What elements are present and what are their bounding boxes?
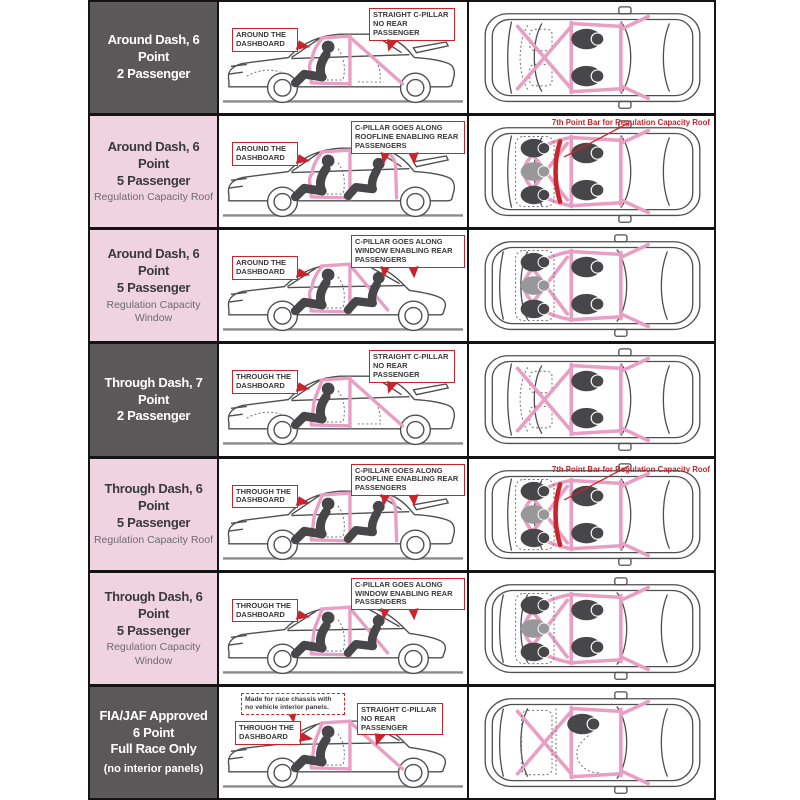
c-pillar-callout: STRAIGHT C-PILLAR NO REAR PASSENGER (357, 703, 443, 736)
row-label-line3: Full Race Only (110, 741, 197, 757)
seventh-point-label: 7th Point Bar for Regulation Capacity Roof (551, 118, 710, 128)
side-view-cell (219, 2, 469, 113)
dashboard-callout: THROUGH THE DASHBOARD (232, 485, 298, 509)
config-row (90, 573, 714, 687)
row-label-line2: 6 Point (132, 724, 175, 740)
c-pillar-callout: C-PILLAR GOES ALONG ROOFLINE ENABLING REAR PASSENGERS (351, 121, 465, 154)
car-top-illustration (469, 344, 714, 455)
top-view-cell (469, 230, 714, 341)
row-sub-label: Regulation Capacity Window (106, 299, 201, 325)
row-label-line1: Through Dash, 6 Point (104, 481, 203, 514)
car-top-illustration (469, 459, 714, 570)
c-pillar-callout: C-PILLAR GOES ALONG ROOFLINE ENABLING REAR PASSENGERS (351, 464, 465, 497)
seventh-point-label: 7th Point Bar for Regulation Capacity Roof (551, 464, 710, 474)
car-top-illustration (469, 116, 714, 227)
dashboard-callout: AROUND THE DASHBOARD (232, 142, 298, 166)
config-row (90, 2, 714, 116)
top-view-cell (469, 116, 714, 227)
row-label-line2: 2 Passenger (116, 66, 191, 82)
row-sub-label: (no interior panels) (103, 763, 204, 776)
row-label-line2: 5 Passenger (116, 515, 191, 531)
car-top-illustration (469, 573, 714, 684)
dashboard-callout: AROUND THE DASHBOARD (232, 256, 298, 280)
config-row (90, 230, 714, 344)
top-view-cell (469, 687, 714, 798)
row-label (90, 573, 219, 684)
top-view-cell (469, 459, 714, 570)
row-label-line1: Around Dash, 6 Point (107, 32, 200, 65)
config-row (90, 116, 714, 230)
row-label-line1: FIA/JAF Approved (99, 707, 208, 723)
row-label-line2: 5 Passenger (116, 622, 191, 638)
row-label-line2: 2 Passenger (116, 408, 191, 424)
row-label (90, 230, 219, 341)
rollcage-configuration-chart (88, 0, 716, 800)
car-top-illustration (469, 687, 714, 798)
row-label-line1: Through Dash, 6 Point (104, 588, 203, 621)
car-top-illustration (469, 230, 714, 341)
dashboard-callout: THROUGH THE DASHBOARD (232, 370, 298, 394)
row-sub-label: Regulation Capacity Roof (93, 533, 214, 546)
row-label (90, 344, 219, 455)
dashboard-callout: AROUND THE DASHBOARD (232, 28, 298, 52)
row-label-line1: Around Dash, 6 Point (107, 246, 200, 279)
row-label (90, 2, 219, 113)
top-view-cell (469, 344, 714, 455)
race-chassis-note: Made for race chassis with no vehicle interior panels. (241, 693, 345, 715)
top-view-cell (469, 2, 714, 113)
row-label (90, 687, 219, 798)
row-label (90, 459, 219, 570)
row-label-line1: Through Dash, 7 Point (104, 374, 203, 407)
side-view-cell (219, 459, 469, 570)
config-row (90, 344, 714, 458)
side-view-cell (219, 687, 469, 798)
top-view-cell (469, 573, 714, 684)
c-pillar-callout: STRAIGHT C-PILLAR NO REAR PASSENGER (369, 350, 455, 383)
row-sub-label: Regulation Capacity Roof (93, 191, 214, 204)
side-view-cell (219, 344, 469, 455)
c-pillar-callout: C-PILLAR GOES ALONG WINDOW ENABLING REAR PASSENGERS (351, 235, 465, 268)
config-row (90, 687, 714, 798)
config-row (90, 459, 714, 573)
side-view-cell (219, 116, 469, 227)
row-label-line2: 5 Passenger (116, 172, 191, 188)
row-label (90, 116, 219, 227)
side-view-cell (219, 230, 469, 341)
row-label-line1: Around Dash, 6 Point (107, 138, 200, 171)
side-view-cell (219, 573, 469, 684)
row-sub-label: Regulation Capacity Window (106, 641, 201, 667)
dashboard-callout: THROUGH THE DASHBOARD (232, 599, 298, 623)
car-top-illustration (469, 2, 714, 113)
dashboard-callout: THROUGH THE DASHBOARD (235, 721, 301, 745)
c-pillar-callout: STRAIGHT C-PILLAR NO REAR PASSENGER (369, 8, 455, 41)
c-pillar-callout: C-PILLAR GOES ALONG WINDOW ENABLING REAR PASSENGERS (351, 578, 465, 611)
row-label-line2: 5 Passenger (116, 280, 191, 296)
